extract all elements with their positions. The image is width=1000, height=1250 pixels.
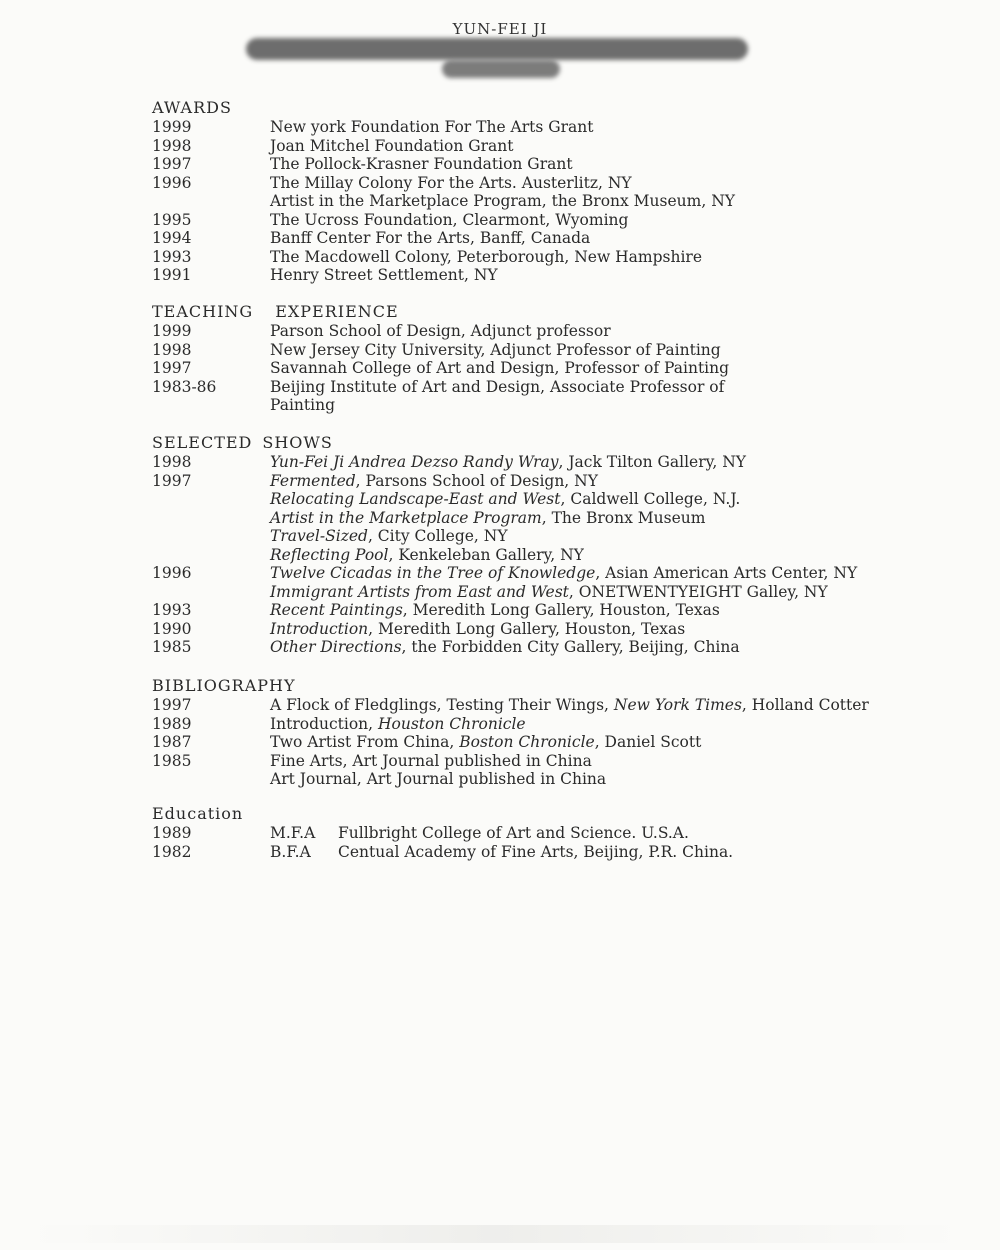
entry-text: New york Foundation For The Arts Grant — [270, 118, 594, 136]
bibliography-entry — [152, 696, 932, 715]
entry-year: 1991 — [152, 266, 192, 284]
teaching-entry — [152, 378, 932, 397]
entry-text: The Millay Colony For the Arts. Austerlitz, NY — [270, 173, 632, 192]
entry-text: The Macdowell Colony, Peterborough, New Hampshire — [270, 247, 703, 266]
teaching-section — [152, 302, 932, 415]
publication-name: New York Times — [613, 696, 742, 714]
entry-text — [270, 509, 932, 528]
entry-year: 1996 — [152, 173, 192, 192]
show-venue: , the Forbidden City Gallery, Beijing, China — [401, 638, 740, 656]
entry-text: Joan Mitchel Foundation Grant — [270, 136, 514, 155]
show-venue: , Asian American Arts Center, NY — [595, 564, 858, 582]
teaching-heading — [152, 302, 932, 322]
show-entry — [152, 620, 932, 639]
shows-heading-word-2: SHOWS — [262, 433, 333, 452]
entry-year: 1998 — [152, 136, 192, 155]
shows-section — [152, 433, 932, 657]
teaching-entry — [152, 396, 932, 415]
show-entry — [152, 546, 932, 565]
entry-text — [270, 638, 932, 657]
show-venue: , Kenkeleban Gallery, NY — [388, 545, 584, 564]
education-section — [152, 804, 932, 861]
award-entry — [152, 211, 932, 230]
show-venue: , Parsons School of Design, NY — [355, 471, 598, 490]
author-name: , Daniel Scott — [594, 733, 702, 751]
show-entry — [152, 509, 932, 528]
awards-heading: AWARDS — [152, 98, 232, 117]
entry-year: 1995 — [152, 210, 192, 229]
entry-year — [152, 490, 270, 509]
author-name: , Holland Cotter — [741, 696, 869, 714]
entry-year: 1998 — [152, 453, 192, 471]
award-entry — [152, 229, 932, 248]
entry-year: 1999 — [152, 118, 192, 136]
entry-text — [270, 453, 932, 472]
show-venue: , Jack Tilton Gallery, NY — [558, 453, 746, 471]
show-title: Immigrant Artists from East and West — [270, 582, 569, 601]
show-venue: , ONETWENTYEIGHT Galley, NY — [568, 582, 828, 601]
teaching-heading-word-2: EXPERIENCE — [275, 302, 399, 321]
show-venue: , Caldwell College, N.J. — [560, 490, 741, 508]
entry-text: Beijing Institute of Art and Design, Associate Professor of — [270, 377, 725, 396]
shows-list — [152, 453, 932, 657]
entry-year: 1990 — [152, 619, 192, 638]
show-entry — [152, 583, 932, 602]
bibliography-heading: BIBLIOGRAPHY — [152, 676, 296, 695]
entry-year: 1996 — [152, 564, 192, 582]
education-entry — [152, 824, 932, 843]
bibliography-entry — [152, 770, 932, 789]
bibliography-entry — [152, 733, 932, 752]
teaching-heading-word-1: TEACHING — [152, 302, 254, 321]
entry-text — [270, 620, 932, 639]
entry-year: 1997 — [152, 471, 192, 490]
show-title: Reflecting Pool — [270, 545, 389, 564]
article-title: Two Artist From China, — [270, 733, 460, 751]
article-title: Art Journal, Art Journal published in China — [270, 770, 607, 788]
entry-year: 1997 — [152, 155, 192, 173]
shows-heading-word-1: SELECTED — [152, 433, 253, 452]
entry-text — [270, 770, 932, 789]
show-entry — [152, 472, 932, 491]
entry-text — [270, 824, 932, 843]
bibliography-entry — [152, 715, 932, 734]
show-title: Yun-Fei Ji Andrea Dezso Randy Wray — [270, 453, 559, 471]
entry-year: 1985 — [152, 751, 192, 770]
show-title: Travel-Sized — [270, 527, 368, 545]
teaching-list — [152, 322, 932, 415]
entry-text — [270, 696, 932, 715]
entry-text — [270, 546, 932, 565]
show-entry — [152, 638, 932, 657]
show-title: Introduction — [270, 619, 369, 638]
entry-year: 1997 — [152, 359, 192, 377]
bibliography-section — [152, 676, 932, 789]
show-title: Artist in the Marketplace Program — [270, 508, 542, 527]
entry-text: Artist in the Marketplace Program, the Bronx Museum, NY — [270, 192, 735, 210]
show-venue: , The Bronx Museum — [541, 508, 706, 527]
show-title: Fermented — [270, 471, 356, 490]
entry-year: 1989 — [152, 714, 192, 733]
entry-year: 1987 — [152, 733, 192, 751]
award-entry — [152, 155, 932, 174]
teaching-entry — [152, 322, 932, 341]
entry-year: 1998 — [152, 340, 192, 359]
entry-year: 1982 — [152, 842, 192, 861]
award-entry — [152, 118, 932, 137]
entry-text: Painting — [270, 396, 336, 414]
show-title: Other Directions — [270, 638, 402, 656]
award-entry — [152, 174, 932, 193]
scan-smudge — [30, 1225, 960, 1243]
entry-year: 1999 — [152, 322, 192, 340]
show-venue: , Meredith Long Gallery, Houston, Texas — [402, 601, 720, 619]
degree: B.F.A — [270, 842, 311, 861]
redacted-contact-line-2 — [442, 60, 560, 78]
show-venue: , Meredith Long Gallery, Houston, Texas — [368, 619, 686, 638]
publication-name: Boston Chronicle — [459, 733, 595, 751]
awards-section — [152, 98, 932, 285]
entry-text — [270, 490, 932, 509]
redacted-contact-line-1 — [246, 38, 748, 60]
institution: Fullbright College of Art and Science. U.S.A. — [338, 824, 689, 842]
entry-year: 1997 — [152, 696, 192, 714]
entry-text: Banff Center For the Arts, Banff, Canada — [270, 229, 591, 247]
entry-year — [152, 509, 270, 528]
award-entry — [152, 266, 932, 285]
entry-year — [152, 770, 270, 789]
show-entry — [152, 490, 932, 509]
education-list — [152, 824, 932, 861]
teaching-entry — [152, 359, 932, 378]
resume-name: YUN-FEI JI — [452, 20, 548, 38]
show-venue: , City College, NY — [367, 527, 508, 545]
shows-heading — [152, 433, 932, 453]
entry-text: The Pollock-Krasner Foundation Grant — [270, 155, 573, 173]
entry-year: 1989 — [152, 824, 192, 842]
entry-text — [270, 733, 932, 752]
teaching-entry — [152, 341, 932, 360]
education-entry — [152, 843, 932, 862]
institution: Centual Academy of Fine Arts, Beijing, P.R. China. — [338, 842, 734, 861]
entry-year: 1983-86 — [152, 377, 217, 396]
entry-text — [270, 752, 932, 771]
entry-year — [152, 396, 270, 415]
entry-year: 1994 — [152, 229, 192, 247]
entry-year: 1993 — [152, 247, 192, 266]
entry-year: 1993 — [152, 601, 192, 619]
show-title: Recent Paintings — [270, 601, 403, 619]
entry-text: New Jersey City University, Adjunct Professor of Painting — [270, 340, 721, 359]
entry-year — [152, 527, 270, 546]
entry-year — [152, 192, 270, 211]
entry-text — [270, 472, 932, 491]
entry-text: The Ucross Foundation, Clearmont, Wyoming — [270, 210, 629, 229]
show-entry — [152, 527, 932, 546]
degree: M.F.A — [270, 824, 316, 842]
article-title: Fine Arts, Art Journal published in China — [270, 751, 592, 770]
entry-text — [270, 715, 932, 734]
entry-year — [152, 546, 270, 565]
show-entry — [152, 453, 932, 472]
entry-text: Savannah College of Art and Design, Professor of Painting — [270, 359, 730, 377]
show-entry — [152, 601, 932, 620]
entry-text — [270, 601, 932, 620]
entry-year — [152, 583, 270, 602]
entry-text — [270, 583, 932, 602]
publication-name: Houston Chronicle — [378, 714, 526, 733]
award-entry — [152, 137, 932, 156]
show-title: Twelve Cicadas in the Tree of Knowledge — [270, 564, 596, 582]
entry-text — [270, 564, 932, 583]
entry-text: Parson School of Design, Adjunct professor — [270, 322, 611, 340]
article-title: Introduction, — [270, 714, 379, 733]
bibliography-entry — [152, 752, 932, 771]
entry-text — [270, 843, 932, 862]
bibliography-list — [152, 696, 932, 789]
awards-list — [152, 118, 932, 285]
entry-year: 1985 — [152, 638, 192, 656]
show-entry — [152, 564, 932, 583]
entry-text: Henry Street Settlement, NY — [270, 266, 498, 284]
education-heading: Education — [152, 804, 244, 823]
show-title: Relocating Landscape-East and West — [270, 490, 561, 508]
article-title: A Flock of Fledglings, Testing Their Wings, — [270, 696, 614, 714]
award-entry — [152, 248, 932, 267]
entry-text — [270, 527, 932, 546]
award-entry — [152, 192, 932, 211]
